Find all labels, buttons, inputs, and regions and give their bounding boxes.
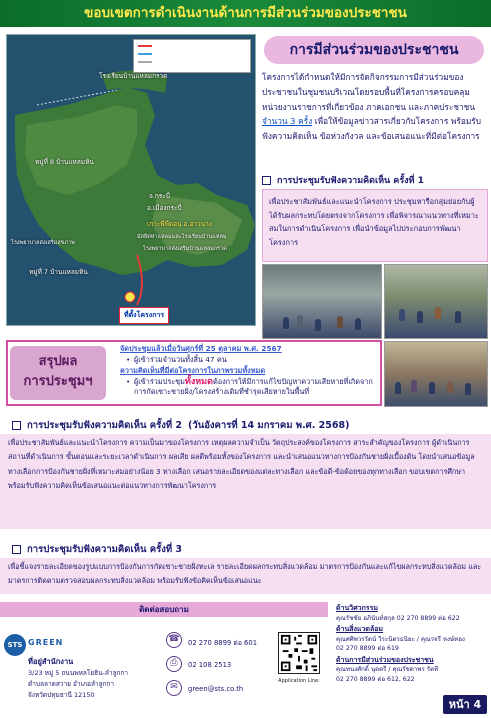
participation-title: การมีส่วนร่วมของประชาชน: [264, 36, 484, 64]
session-1-title: การประชุมรับฟังความคิดเห็น ครั้งที่ 1: [277, 176, 424, 186]
address-line: 3/23 หมู่ 5 ถนนพหลโยธิน-ลำลูกกา: [28, 669, 129, 677]
agency-line: 02 270 8899 ต่อ 619: [336, 645, 399, 652]
fax-icon: ⎙: [166, 656, 182, 672]
session-2-heading: [12, 418, 349, 433]
summary-attendees: • ผู้เข้าร่วมจำนวนทั้งสิ้น 47 คน: [120, 355, 382, 366]
map-label-community-4: โรงพยาบาลส่งเสริมบ้านแหลมกรวด: [143, 246, 227, 252]
opinion-before: ผู้เข้าร่วมประชุม: [134, 376, 185, 386]
legend-item: [138, 50, 246, 58]
legend-swatch: [138, 53, 152, 55]
legend-swatch: [138, 45, 152, 47]
session-3-title: การประชุมรับฟังความคิดเห็น ครั้งที่ 3: [27, 544, 183, 555]
page-number: หน้า 4: [443, 695, 487, 714]
intro-highlight: จำนวน 3 ครั้ง: [262, 116, 313, 127]
map-label-village-2: หมู่ที่ 8 บ้านแหลมหิน: [35, 158, 94, 166]
session-1-heading: [262, 173, 424, 187]
summary-content: [120, 344, 382, 398]
contact-header: ติดต่อสอบถาม: [0, 602, 328, 617]
session-2-title: การประชุมรับฟังความคิดเห็น ครั้งที่ 2: [27, 420, 183, 431]
phone-icon: ☎: [166, 632, 182, 648]
agency-head: ด้านการมีส่วนร่วมของประชาชน: [336, 655, 434, 664]
fax-number[interactable]: 02 108 2513: [188, 661, 232, 669]
summary-label-line-2: การประชุมฯ: [23, 374, 93, 389]
company-name: GREEN: [28, 638, 64, 647]
map-label-village-3: หมู่ที่ 7 บ้านแหลมหิน: [29, 268, 88, 276]
map-label-community-3: โรงพยาบาลส่งเสริมสุขภาพ: [11, 240, 75, 246]
map-label-district: จ.กระบี่: [149, 192, 170, 200]
legend-item: [138, 42, 246, 50]
summary-opinions-title: ความคิดเห็นที่มีต่อโครงการในภาพรวมทั้งหมด: [120, 366, 266, 375]
address-line: จังหวัดปทุมธานี 12150: [28, 691, 95, 699]
meeting-photo-2: [384, 264, 488, 339]
meeting-summary: [6, 340, 382, 406]
checkbox-icon: [12, 545, 21, 554]
office-address: [28, 668, 128, 701]
session-3-description: เพื่อชี้แจงรายละเอียดของรูปแบบการป้องกันการกัดเซาะชายฝั่งทะเล รายละเอียดผลกระทบสิ่งแวดล้อม มาตรการป้องกันและแก้ไขผลกระทบสิ่งแวดล้อม และมาตรการติดตามตรวจสอบผลกระทบสิ่งแวดล้อม พร้อมรับฟังข้อคิดเห็นข้อเสนอแนะ: [0, 558, 491, 594]
agency-head: ด้านวิศวกรรม: [336, 604, 378, 612]
meeting-photo-3: [384, 341, 488, 407]
checkbox-icon: [262, 176, 271, 185]
agency-line: คุณศศิพวรรัตน์ วิระนิตรธนิยะ / คุณรจรี หงษ์ทอง: [336, 635, 465, 643]
agency-head: ด้านสิ่งแวดล้อม: [336, 625, 384, 633]
map-label-subdistrict: อ.เมืองกระบี่: [147, 204, 182, 212]
address-line: ตำบลลาดสวาย อำเภอลำลูกกา: [28, 680, 115, 688]
summary-label: [10, 346, 106, 400]
phone-number[interactable]: 02 270 8899 ต่อ 601: [188, 639, 258, 647]
office-title: ที่อยู่สำนักงาน: [28, 657, 74, 666]
intro-text-after: เพื่อให้ข้อมูลข่าวสารเกี่ยวกับโครงการ พร้อมรับฟังความคิดเห็น ข้อห่วงกังวล และข้อเสนอแนะที่มีต่อโครงการ: [262, 116, 482, 142]
intro-text-before: โครงการได้กำหนดให้มีการจัดกิจกรรมการมีส่วนร่วมของประชาชนในชุมชนบริเวณโดยรอบพื้นที่โครงการครอบคลุมหน่วยงานราชการที่เกี่ยวข้อง ภาคเอกชน และภาคประชาชน: [262, 72, 475, 112]
opinion-after: ต้องการให้มีการแก้ไขปัญหาความเสียหายที่เกิดจากการกัดเซาะชายฝั่ง/โครงสร้างเดิมที่ชำรุดเสียหายในพื้นที่: [134, 376, 373, 396]
email-icon: ✉: [166, 680, 182, 696]
session-1-description: เพื่อประชาสัมพันธ์และแนะนำโครงการ ประชุมหารือกลุ่มย่อยกับผู้ได้รับผลกระทบโดยตรงจากโครงการ เพื่อพิจารณาแนวทางที่เหมาะสมในการดำเนินโครงการ เพื่อนำข้อมูลไปประกอบการพัฒนาโครงการ: [262, 189, 488, 262]
legend-item: [138, 58, 246, 66]
session-3-heading: [12, 542, 182, 557]
meeting-photo-1: [262, 264, 382, 339]
agency-line: คุณรัชชัย อภินันท์สกุล 02 270 8899 ต่อ 622: [336, 614, 460, 622]
qr-label: Application Line:: [278, 678, 320, 684]
map-label-village-1: โรงเรียนบ้านแหลมกรวด: [99, 72, 168, 80]
line-qr-code[interactable]: [278, 632, 320, 674]
checkbox-icon: [12, 421, 21, 430]
agency-contacts: [336, 602, 486, 684]
page-banner: ขอบเขตการดำเนินงานด้านการมีส่วนร่วมของประชาชน: [0, 0, 491, 27]
session-2-date: (วันอังคารที่ 14 มกราคม พ.ศ. 2568): [188, 420, 350, 431]
project-map: [6, 34, 256, 326]
contact-panel: [0, 602, 328, 718]
map-label-community-1: เกาะพีพีดอน อ.อ่าวนาง: [147, 220, 212, 228]
agency-line: คุณทนงศักดิ์ นุตตรี / คุณรัชดาพร รัตที: [336, 666, 439, 673]
summary-label-line-1: สรุปผล: [38, 354, 78, 369]
sts-logo: STS: [4, 634, 26, 656]
email-address[interactable]: green@sts.co.th: [188, 685, 244, 693]
summary-opinion: [120, 377, 382, 398]
summary-date: จัดประชุมแล้วเมื่อวันศุกร์ที่ 25 ตุลาคม พ.ศ. 2567: [120, 344, 282, 353]
participation-intro: [262, 70, 488, 144]
map-label-community-2: มัสยิดท่าแหลมและโรงเรียนบ้านแหลม: [137, 234, 227, 240]
map-legend: [133, 39, 251, 73]
project-location-callout: ที่ตั้งโครงการ: [119, 307, 169, 324]
opinion-strong: ทั้งหมด: [184, 376, 213, 387]
legend-swatch: [138, 61, 152, 63]
session-2-description: เพื่อประชาสัมพันธ์และแนะนำโครงการ ความเป็นมาของโครงการ เหตุผลความจำเป็น วัตถุประสงค์ของโครงการ สาระสำคัญของโครงการ ผู้ดำเนินการ สถานที่ดำเนินการ ขั้นตอนและระยะเวลาดำเนินการ ผลเสีย ผลดีพร้อมทั้งของโครงการ และนำเสนอแนวทางการป้องกันชายฝั่งเบื้องต้น โดยนำเสนอข้อมูลทางเลือกการป้องกันชายฝั่งที่เหมาะสมอย่างน้อย 3 ทางเลือก เสนอรายละเอียดของแต่ละทางเลือก และข้อดี-ข้อด้อยของทุกทางเลือก ขอบเขตการศึกษา พร้อมรับฟังความคิดเห็นข้อเสนอแนะต่อแนวทางการพัฒนาโครงการ: [0, 434, 491, 529]
agency-line: 02 270 8899 ต่อ 612, 622: [336, 675, 415, 683]
